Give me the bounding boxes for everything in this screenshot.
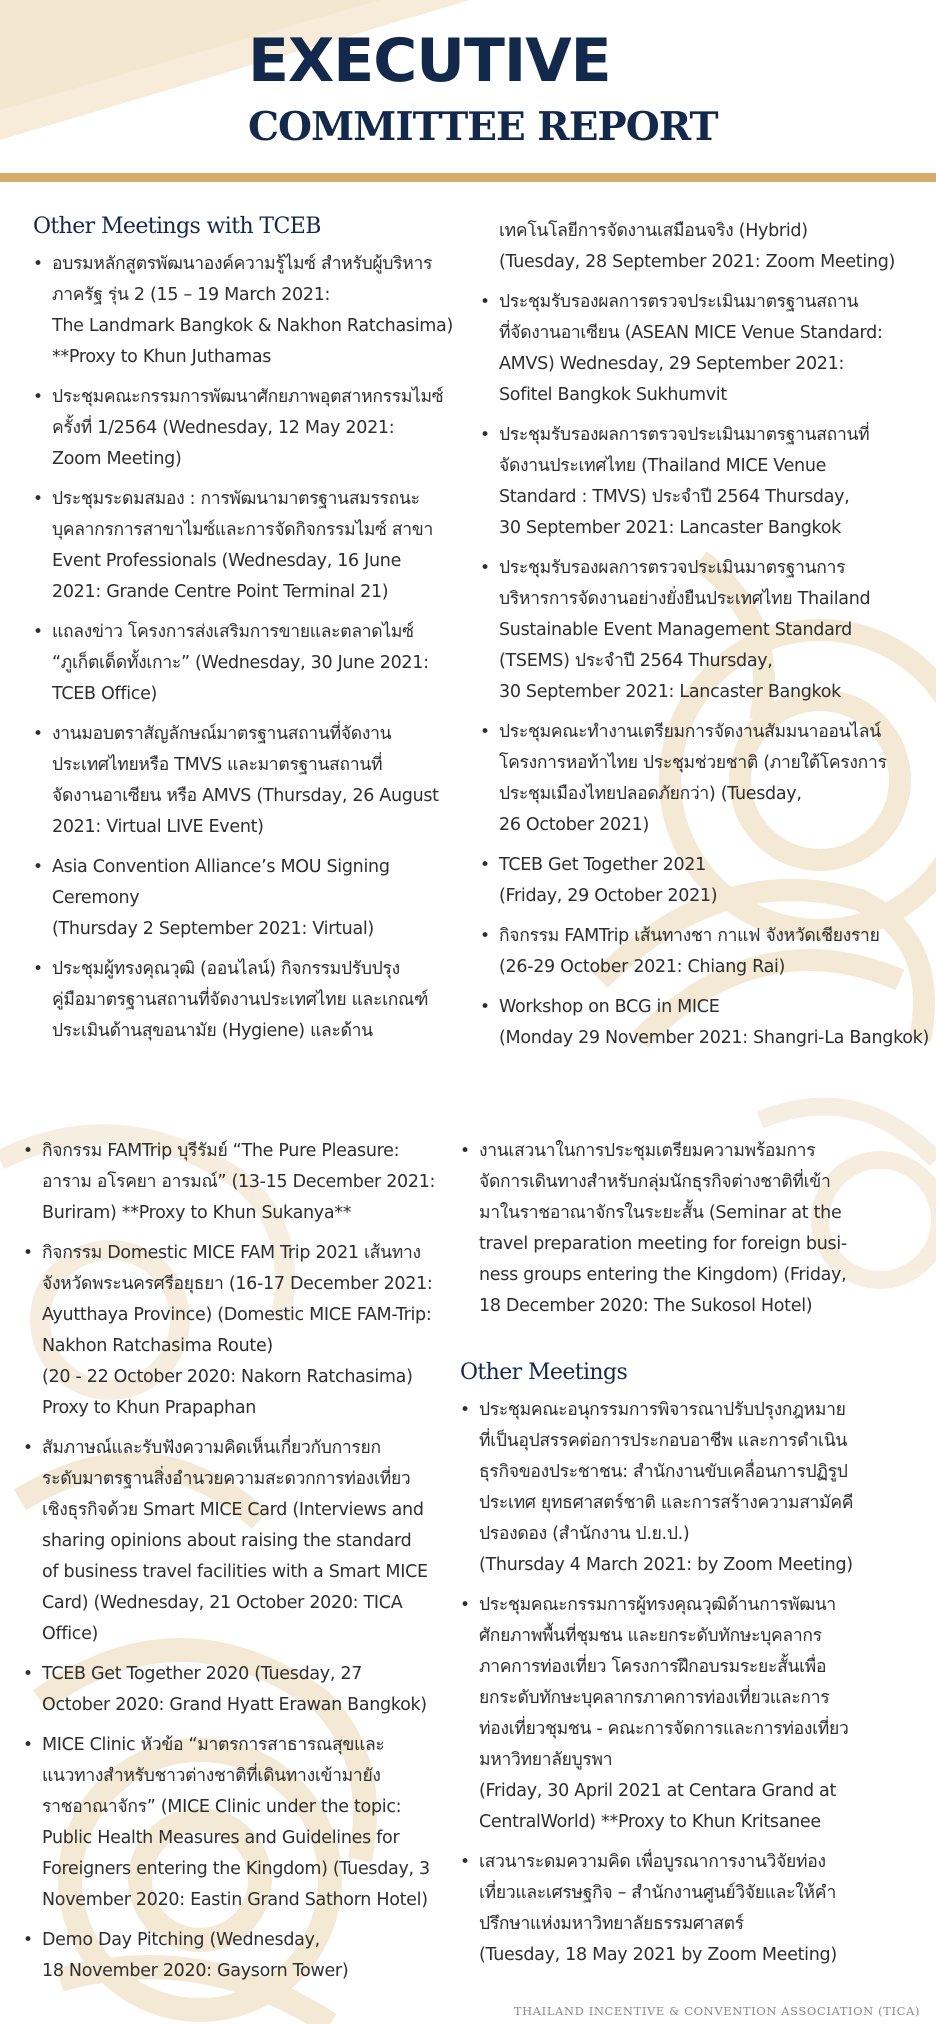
p1-right-column: [480, 216, 930, 1063]
bullet-icon: •: [460, 1852, 470, 1872]
list-item: • ประชุมรับรองผลการตรวจประเมินมาตรฐานการ บริหารการจัดงานอย่างยั่งยืนประเทศไทย Thailand Sustainable Event Management Standard (TSEMS) ประจำปี 2564 Thursday, 30 September 2021: Lancaster Bangkok: [480, 553, 930, 708]
bullet-icon: •: [460, 1595, 470, 1615]
tceb-meetings-list: [33, 249, 473, 1047]
section-heading-other: Other Meetings: [460, 1360, 628, 1385]
bullet-icon: •: [480, 926, 490, 946]
list-item: • ประชุมคณะกรรมการผู้ทรงคุณวุฒิด้านการพัฒนา ศักยภาพพื้นที่ชุมชน และยกระดับทักษะบุคลากร ภาคการท่องเที่ยว โครงการฝึกอบรมระยะสั้นเพื่อ ยกระดับทักษะบุคลากรภาคการท่องเที่ยวและการ ท่องเที่ยวชุมชน - คณะการจัดการและการท่องเที่ยว มหาวิทยาลัยบูรพา (Friday, 30 April 2021 at Centara Grand at CentralWorld) **Proxy to Khun Kritsanee: [460, 1590, 930, 1838]
list-item: • ประชุมผู้ทรงคุณวุฒิ (ออนไลน์) กิจกรรมปรับปรุง คู่มือมาตรฐานสถานที่จัดงานประเทศไทย และเกณฑ์ ประเมินด้านสุขอนามัย (Hygiene) และด้าน: [33, 954, 473, 1047]
bullet-icon: •: [33, 959, 43, 979]
list-item: • ประชุมคณะกรรมการพัฒนาศักยภาพอุตสาหกรรมไมซ์ ครั้งที่ 1/2564 (Wednesday, 12 May 2021: Zoom Meeting): [33, 382, 473, 475]
bullet-icon: •: [460, 1141, 470, 1161]
bullet-icon: •: [480, 722, 490, 742]
tceb-meetings-list-page2: [23, 1136, 471, 1987]
list-item: • แถลงข่าว โครงการส่งเสริมการขายและตลาดไมซ์ “ภูเก็ตเด็ดทั้งเกาะ” (Wednesday, 30 June 2021: TCEB Office): [33, 617, 473, 710]
bullet-icon: •: [33, 857, 43, 877]
p1-left-column: [33, 214, 473, 1056]
report-title: EXECUTIVE: [248, 26, 611, 96]
bullet-icon: •: [480, 558, 490, 578]
list-item: • งานมอบตราสัญลักษณ์มาตรฐานสถานที่จัดงาน ประเทศไทยหรือ TMVS และมาตรฐานสถานที่ จัดงานอาเซียน หรือ AMVS (Thursday, 26 August 2021: Virtual LIVE Event): [33, 719, 473, 843]
list-item: • เสวนาระดมความคิด เพื่อบูรณาการงานวิจัยท่อง เที่ยวและเศรษฐกิจ – สำนักงานศูนย์วิจัยและให้คำ ปรึกษาแห่งมหาวิทยาลัยธรรมศาสตร์ (Tuesday, 18 May 2021 by Zoom Meeting): [460, 1847, 930, 1971]
list-item: • งานเสวนาในการประชุมเตรียมความพร้อมการ จัดการเดินทางสำหรับกลุ่มนักธุรกิจต่างชาติที่เข้า มาในราชอาณาจักรในระยะสั้น (Seminar at the travel preparation meeting for foreign busi- ness groups entering the Kingdom) (Friday, 18 December 2020: The Sukosol Hotel): [460, 1136, 930, 1322]
list-item: • Demo Day Pitching (Wednesday, 18 November 2020: Gaysorn Tower): [23, 1925, 471, 1987]
bullet-icon: •: [480, 855, 490, 875]
p2-right-column: [460, 1136, 930, 1980]
list-item: • อบรมหลักสูตรพัฒนาองค์ความรู้ไมซ์ สำหรับผู้บริหาร ภาครัฐ รุ่น 2 (15 – 19 March 2021: The Landmark Bangkok & Nakhon Ratchasima) **Proxy to Khun Juthamas: [33, 249, 473, 373]
other-meetings-list: [460, 1395, 930, 1971]
bullet-icon: •: [33, 724, 43, 744]
tceb-meetings-list-continued: [480, 287, 930, 1054]
gold-divider: [0, 173, 936, 182]
list-item: • ประชุมคณะอนุกรรมการพิจารณาปรับปรุงกฎหมาย ที่เป็นอุปสรรคต่อการประกอบอาชีพ และการดำเนิน ธุรกิจของประชาชน: สำนักงานขับเคลื่อนการปฏิรูป ประเทศ ยุทธศาสตร์ชาติ และการสร้างความสามัคคี ปรองดอง (สำนักงาน ป.ย.ป.) (Thursday 4 March 2021: by Zoom Meeting): [460, 1395, 930, 1581]
bullet-icon: •: [23, 1438, 33, 1458]
bullet-icon: •: [480, 997, 490, 1017]
section-heading-tceb: Other Meetings with TCEB: [33, 214, 321, 239]
list-item: • สัมภาษณ์และรับฟังความคิดเห็นเกี่ยวกับการยก ระดับมาตรฐานสิ่งอำนวยความสะดวกการท่องเที่ยว เชิงธุรกิจด้วย Smart MICE Card (Interviews and sharing opinions about raising the standard of business travel facilities with a Smart MICE Card) (Wednesday, 21 October 2020: TICA Office): [23, 1433, 471, 1650]
report-subtitle: COMMITTEE REPORT: [248, 104, 718, 150]
list-item: • ประชุมรับรองผลการตรวจประเมินมาตรฐานสถานที่ จัดงานประเทศไทย (Thailand MICE Venue Standard : TMVS) ประจำปี 2564 Thursday, 30 September 2021: Lancaster Bangkok: [480, 420, 930, 544]
p2-left-column: [23, 1136, 471, 1996]
list-item: • TCEB Get Together 2021 (Friday, 29 October 2021): [480, 850, 930, 912]
tceb-meetings-list-page2-right: [460, 1136, 930, 1322]
bullet-icon: •: [23, 1243, 33, 1263]
list-item: • Workshop on BCG in MICE (Monday 29 November 2021: Shangri-La Bangkok): [480, 992, 930, 1054]
list-item: • กิจกรรม Domestic MICE FAM Trip 2021 เส้นทาง จังหวัดพระนครศรีอยุธยา (16-17 December 2021: Ayutthaya Province) (Domestic MICE FAM-Trip: Nakhon Ratchasima Route) (20 - 22 October 2020: Nakorn Ratchasima) Proxy to Khun Prapaphan: [23, 1238, 471, 1424]
list-item: • กิจกรรม FAMTrip บุรีรัมย์ “The Pure Pleasure: อาราม อโรคยา อารมณ์” (13-15 December 2021: Buriram) **Proxy to Khun Sukanya**: [23, 1136, 471, 1229]
list-item: • กิจกรรม FAMTrip เส้นทางชา กาแฟ จังหวัดเชียงราย (26-29 October 2021: Chiang Rai): [480, 921, 930, 983]
bullet-icon: •: [23, 1735, 33, 1755]
list-item: • ประชุมระดมสมอง : การพัฒนามาตรฐานสมรรถนะ บุคลากรการสาขาไมซ์และการจัดกิจกรรมไมซ์ สาขา Event Professionals (Wednesday, 16 June 2021: Grande Centre Point Terminal 21): [33, 484, 473, 608]
list-item: • MICE Clinic หัวข้อ “มาตรการสาธารณสุขและ แนวทางสำหรับชาวต่างชาติที่เดินทางเข้ามายัง ราชอาณาจักร” (MICE Clinic under the topic: Public Health Measures and Guidelines for Foreigners entering the Kingdom) (Tuesday, 3 November 2020: Eastin Grand Sathorn Hotel): [23, 1730, 471, 1916]
list-item: • TCEB Get Together 2020 (Tuesday, 27 October 2020: Grand Hyatt Erawan Bangkok): [23, 1659, 471, 1721]
bullet-icon: •: [33, 254, 43, 274]
bullet-icon: •: [480, 425, 490, 445]
bullet-icon: •: [33, 489, 43, 509]
footer-organization: THAILAND INCENTIVE & CONVENTION ASSOCIATION (TICA): [513, 2004, 920, 2018]
bullet-icon: •: [33, 622, 43, 642]
list-item: • ประชุมรับรองผลการตรวจประเมินมาตรฐานสถาน ที่จัดงานอาเซียน (ASEAN MICE Venue Standard: AMVS) Wednesday, 29 September 2021: Sofitel Bangkok Sukhumvit: [480, 287, 930, 411]
bullet-icon: •: [460, 1400, 470, 1420]
list-item: • Asia Convention Alliance’s MOU Signing Ceremony (Thursday 2 September 2021: Virtual): [33, 852, 473, 945]
bullet-icon: •: [23, 1930, 33, 1950]
list-item: • ประชุมคณะทำงานเตรียมการจัดงานสัมมนาออนไลน์ โครงการหอท้าไทย ประชุมช่วยชาติ (ภายใต้โครงการ ประชุมเมืองไทยปลอดภัยกว่า) (Tuesday, 26 October 2021): [480, 717, 930, 841]
bullet-icon: •: [23, 1141, 33, 1161]
bullet-icon: •: [23, 1664, 33, 1684]
bullet-icon: •: [480, 292, 490, 312]
continued-item-text: เทคโนโลยีการจัดงานเสมือนจริง (Hybrid) (Tuesday, 28 September 2021: Zoom Meeting): [499, 221, 896, 272]
bullet-icon: •: [33, 387, 43, 407]
